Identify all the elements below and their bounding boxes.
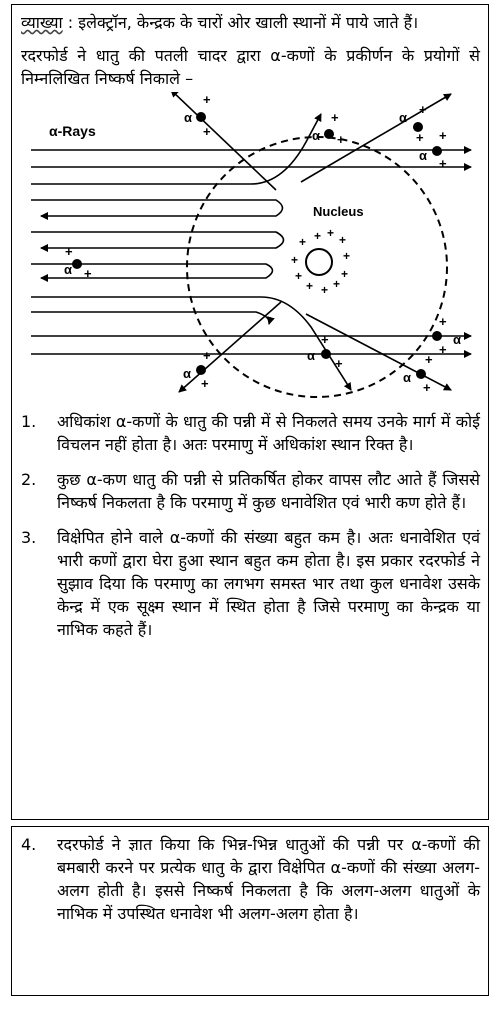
list-item bbox=[21, 468, 480, 514]
list-item bbox=[21, 410, 480, 456]
svg-text:+: + bbox=[203, 124, 211, 139]
item-number: 1. bbox=[21, 412, 37, 431]
svg-text:α: α bbox=[453, 332, 461, 347]
svg-text:+: + bbox=[333, 277, 341, 291]
svg-text:+: + bbox=[299, 235, 307, 249]
svg-text:+: + bbox=[423, 380, 431, 395]
svg-text:α: α bbox=[307, 348, 315, 363]
nucleus-label: Nucleus bbox=[313, 204, 364, 219]
svg-text:α: α bbox=[403, 370, 411, 385]
svg-text:+: + bbox=[321, 332, 329, 347]
svg-text:+: + bbox=[295, 269, 303, 283]
item-number: 3. bbox=[21, 528, 37, 547]
svg-text:+: + bbox=[65, 244, 73, 259]
svg-text:+: + bbox=[439, 342, 447, 357]
page bbox=[11, 4, 489, 996]
svg-text:+: + bbox=[416, 130, 424, 145]
svg-text:α: α bbox=[312, 128, 320, 143]
svg-text:+: + bbox=[84, 266, 92, 281]
undeflected-rays bbox=[31, 150, 471, 354]
content-box-continued bbox=[11, 826, 489, 996]
svg-text:+: + bbox=[321, 283, 329, 297]
item-number: 4. bbox=[21, 835, 37, 854]
rutherford-scattering-figure bbox=[21, 92, 481, 404]
nucleus-circle bbox=[306, 249, 332, 275]
svg-text:+: + bbox=[339, 233, 347, 247]
svg-text:+: + bbox=[203, 348, 211, 363]
conclusions-list bbox=[21, 410, 480, 641]
item-number: 2. bbox=[21, 470, 37, 489]
svg-text:α: α bbox=[64, 262, 72, 277]
svg-text:+: + bbox=[337, 132, 345, 147]
item-text: अधिकांश α-कणों के धातु की पन्नी में से निकलते समय उनके मार्ग में कोई विचलन नहीं होता है। अतः परमाणु में अधिकांश स्थान रिक्त है। bbox=[57, 412, 480, 454]
explanation-paragraph bbox=[21, 11, 480, 34]
list-item bbox=[21, 833, 480, 925]
content-box bbox=[11, 4, 489, 820]
svg-text:+: + bbox=[314, 229, 322, 243]
svg-text:+: + bbox=[419, 102, 427, 117]
list-item bbox=[21, 526, 480, 641]
svg-text:+: + bbox=[439, 128, 447, 143]
alpha-rays-label: α-Rays bbox=[49, 123, 96, 139]
item-text: रदरफोर्ड ने ज्ञात किया कि भिन्न-भिन्न धातुओं की पन्नी पर α-कणों की बमबारी करने पर प्रत्येक धातु के द्वारा विक्षेपित α-कणों की संख्या अलग-अलग होती है। इससे निष्कर्ष निकलता है कि अलग-अलग धातुओं के नाभिक में उपस्थित धनावेश भी अलग-अलग होता है। bbox=[57, 835, 480, 923]
svg-text:+: + bbox=[306, 279, 314, 293]
item-text: कुछ α-कण धातु की पन्नी से प्रतिकर्षित होकर वापस लौट आते हैं जिससे निष्कर्ष निकलता है कि परमाणु में कुछ धनावेशित एवं भारी कण होते हैं। bbox=[57, 470, 480, 512]
intro-paragraph: रदरफोर्ड ने धातु की पतली चादर द्वारा α-कणों के प्रकीर्णन के प्रयोगों से निम्नलिखित निष्कर्ष निकाले – bbox=[21, 46, 480, 88]
svg-text:+: + bbox=[335, 356, 343, 371]
conclusions-list-continued bbox=[21, 833, 480, 925]
svg-text:+: + bbox=[203, 92, 211, 107]
svg-text:α: α bbox=[419, 148, 427, 163]
svg-text:+: + bbox=[341, 267, 349, 281]
svg-text:α: α bbox=[184, 110, 192, 125]
svg-text:+: + bbox=[327, 226, 335, 240]
svg-text:+: + bbox=[425, 352, 433, 367]
explanation-label: व्याख्या bbox=[21, 13, 63, 32]
svg-text:+: + bbox=[331, 110, 339, 125]
svg-text:+: + bbox=[439, 156, 447, 171]
alpha-particles bbox=[64, 92, 461, 395]
item-text: विक्षेपित होने वाले α-कणों की संख्या बहुत कम है। अतः धनावेशित एवं भारी कणों द्वारा घेरा हुआ स्थान बहुत कम होता है। इस प्रकार रदरफोर्ड ने सुझाव दिया कि परमाणु का लगभग समस्त भार तथा कुल धनावेश उसके केन्द्र में एक सूक्ष्म स्थान में स्थित होता है जिसे परमाणु का केन्द्रक या नाभिक कहते हैं। bbox=[57, 528, 480, 639]
svg-text:α: α bbox=[183, 366, 191, 381]
svg-text:α: α bbox=[399, 110, 407, 125]
svg-text:+: + bbox=[439, 314, 447, 329]
svg-text:+: + bbox=[291, 253, 299, 267]
explanation-text: : इलेक्ट्रॉन, केन्द्रक के चारों ओर खाली स्थानों में पाये जाते हैं। bbox=[62, 13, 419, 32]
svg-text:+: + bbox=[343, 249, 351, 263]
svg-text:+: + bbox=[201, 376, 209, 391]
